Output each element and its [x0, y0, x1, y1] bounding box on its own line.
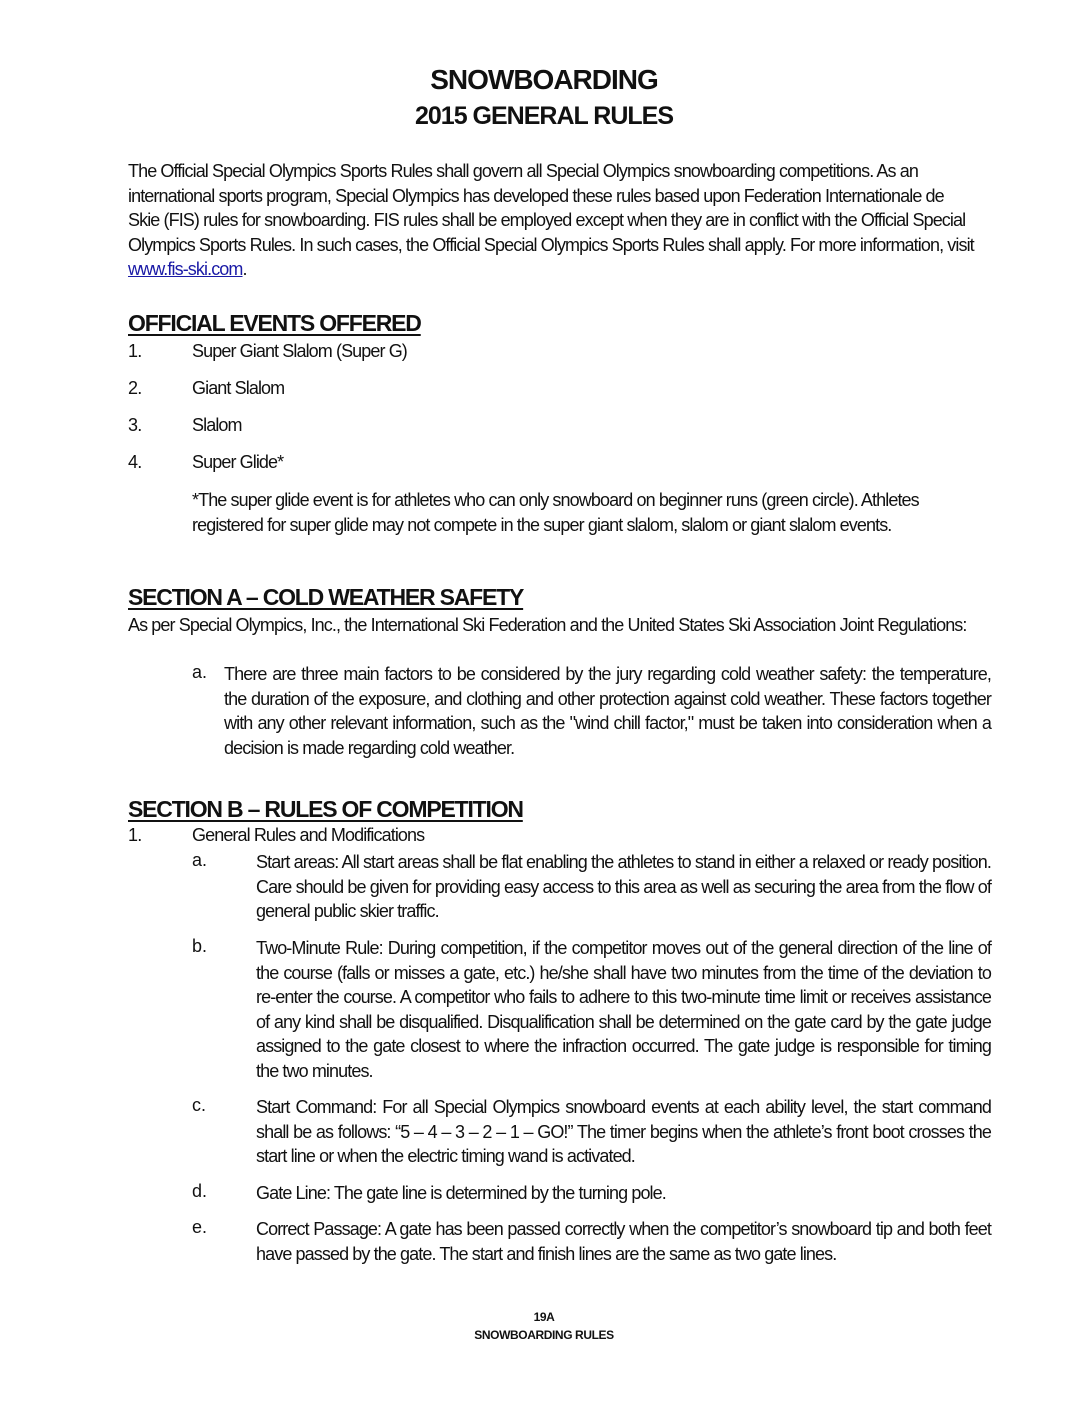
rule-label: General Rules and Modifications — [192, 825, 425, 845]
section-a-heading: SECTION A – COLD WEATHER SAFETY — [128, 584, 524, 610]
event-number: 1. — [128, 341, 142, 361]
rule-item-letter: a. — [192, 850, 208, 870]
super-glide-footnote: *The super glide event is for athletes who can only snowboard on beginner runs (green circle). Athletes registered for super glide may not compete in the super giant slalom, slalom or giant slalom events. — [192, 490, 919, 535]
section-a-item-text: There are three main factors to be considered by the jury regarding cold weather safety: the temperature, the duration of the exposure, and clothing and other protection against cold weather. These factors together with any other relevant information, such as the "wind chill factor," must be taken into consideration when a decision is made regarding cold weather. — [224, 664, 991, 758]
events-heading: OFFICIAL EVENTS OFFERED — [128, 310, 421, 336]
event-item: Giant Slalom — [192, 378, 285, 398]
rule-item-letter: b. — [192, 936, 208, 956]
rule-item-text: Start areas: All start areas shall be flat enabling the athletes to stand in either a relaxed or ready position. Care should be given for providing easy access to this area as well as securing the area from the flow of general public skier traffic. — [256, 852, 991, 922]
event-item: Super Giant Slalom (Super G) — [192, 341, 407, 361]
rule-item-text: Start Command: For all Special Olympics snowboard events at each ability level, the start command shall be as follows: “5 – 4 – 3 – 2 – 1 – GO!” The timer begins when the athlete’s front boot crosses the start line or when the electric timing wand is activated. — [256, 1097, 991, 1167]
rule-item-letter: d. — [192, 1181, 208, 1201]
footer-label: SNOWBOARDING RULES — [474, 1328, 614, 1342]
event-item: Super Glide* — [192, 452, 284, 472]
event-number: 4. — [128, 452, 142, 472]
intro-trailing: . — [242, 259, 247, 280]
rule-item-text: Gate Line: The gate line is determined by the turning pole. — [256, 1183, 666, 1203]
section-a-intro: As per Special Olympics, Inc., the International Ski Federation and the United States Ski Association Joint Regulations: — [128, 615, 967, 635]
event-item: Slalom — [192, 415, 242, 435]
rule-item-letter: c. — [192, 1095, 207, 1115]
section-a-item-letter: a. — [192, 662, 208, 682]
rule-item-text: Two-Minute Rule: During competition, if the competitor moves out of the general direction of the line of the course (falls or misses a gate, etc.) he/she shall have two minutes from the time of the deviation to re-enter the course. A competitor who fails to adhere to this two-minute time limit or receives assistance of any kind shall be disqualified. Disqualification shall be determined on the gate card by the gate judge assigned to the gate closest to where the infraction occurred. The gate judge is responsible for timing the two minutes. — [256, 938, 991, 1081]
rule-number: 1. — [128, 825, 142, 845]
fis-website-link[interactable]: www.fis-ski.com — [128, 259, 243, 280]
page-title: SNOWBOARDING — [430, 64, 658, 95]
page-subtitle: 2015 GENERAL RULES — [414, 102, 673, 130]
event-number: 2. — [128, 378, 142, 398]
rule-item-letter: e. — [192, 1217, 208, 1237]
rule-item-text: Correct Passage: A gate has been passed correctly when the competitor’s snowboard tip and both feet have passed by the gate. The start and finish lines are the same as two gate lines. — [256, 1219, 991, 1264]
intro-paragraph — [128, 159, 978, 282]
intro-text: The Official Special Olympics Sports Rules shall govern all Special Olympics snowboarding competitions. As an international sports program, Special Olympics has developed these rules based upon Federation Internationale de Skie (FIS) rules for snowboarding. FIS rules shall be employed except when they are in conflict with the Official Special Olympics Sports Rules. In such cases, the Official Special Olympics Sports Rules shall apply. For more information, visit — [128, 161, 974, 255]
event-number: 3. — [128, 415, 142, 435]
section-b-heading: SECTION B – RULES OF COMPETITION — [128, 796, 523, 822]
page-number: 19A — [533, 1310, 555, 1324]
